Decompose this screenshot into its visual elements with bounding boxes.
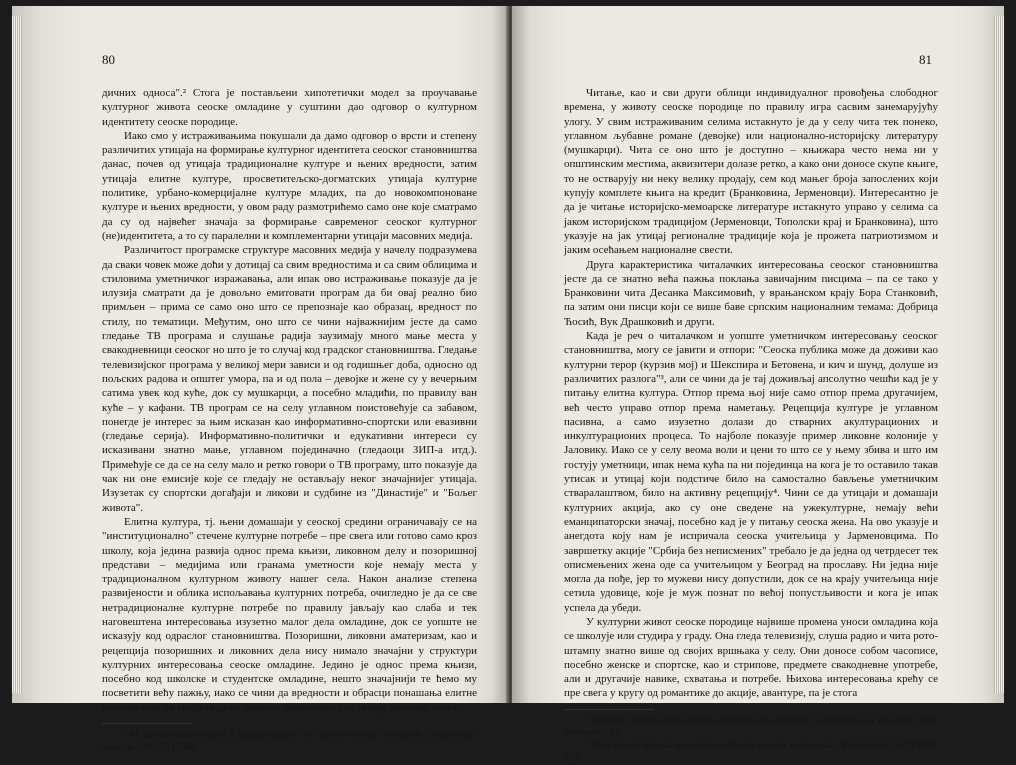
footnote-4: ⁴ Маја Корађ, Верски празници и обичаји младих из Јаловика, Култура бр. 78-79/1987, 153. xyxy=(564,740,938,764)
footnote-3: ³ Младен Стојанов, Нека питања културе села, реферат за саветовање у Врднику, 1985, умножено, 27. xyxy=(564,715,938,739)
footnote-rule xyxy=(102,723,192,724)
right-page-body xyxy=(564,86,938,765)
left-paragraph-1: дичних односа".² Стога је постављени хипотетички модел за проучавање културног живота сеоске омладине у суштини дао одговор о културном идентитету сеоске породице. xyxy=(102,87,477,128)
right-page xyxy=(512,6,1004,764)
right-footnotes xyxy=(564,709,938,765)
left-page-edge xyxy=(12,16,22,693)
footnote-2: ² М. Драгићевић-Шешић, Свакодневица и стил живота сеоске омладине, Социологија села, бр. 101/102 / 1988. xyxy=(102,730,477,753)
right-paragraph-4: У културни живот сеоске породице највише промена уноси омладина која се школује или студира у граду. Она гледа телевизију, слуша радио и чита рото-штампу знатно више од својих вршњака у селу. Они доносе собом часописе, посебно женске и спортске, као и стрипове, предмете свакодневне употребе, али и другачије навике, схватања и потребе. Њихова интересовања крећу се пре свега у кругу од романтике до акције, авантуре, па је стога xyxy=(564,615,938,700)
left-page-body xyxy=(102,86,477,754)
left-paragraph-4: Елитна култура, тј. њени домашаји у сеоској средини ограничавају се на "институционално" стечене културне потребе – пре свега или готово само кроз школу, која једина развија однос према књизи, ликовном делу и позоришној представи – медијима или гранама уметности које немају места у традиционалном културном животу нашег села. Након анализе степена развијености и облика испољавања културних потреба, очигледно је да се све нетрадиционалне културне потребе по правилу јављају као слаба и тек наговештена интересовања изузетно малог дела омладине, док се уопште не исказују код одраслог становништва. Позоришни, ликовни аматеризам, као и рецепција позоришних и ликовних дела нису нимало значајни у структури културних интересовања сеоске омладине. Једино је однос према књизи, посебно код школске и студентске омладине, нешто значајнији те ћемо му посветити већу пажњу, иако се чини да вредности и обрасци понашања елитне културе који би требало да се преносе преко школе не играју значајну улогу. xyxy=(102,515,477,714)
right-page-number: 81 xyxy=(919,52,932,67)
left-footnotes xyxy=(102,723,477,754)
left-paragraph-2: Иако смо у истраживањима покушали да дамо одговор о врсти и степену различитих утицаја на формирање културног идентитета сеоског становништва данас, почев од утицаја традиционалне културе и њених вредности, затим утицаја елитне културе, просветитељско-догматских утицаја културне политике, урбано-комерцијалне културе младих, па до новокомпоноване културе и њених вредности, у овом раду размотрићемо само оне које сматрамо да су од највећег значаја за формирање савременог сеоског културног (не)идентитета, а то су паралелни и комплементарни утицаји масовних медија. xyxy=(102,129,477,242)
left-paragraph-3: Различитост програмске структуре масовних медија у начелу подразумева да сваки човек може доћи у дотицај са свим вредностима и са свим облицима и стиловима уметничког изражавања, али ипак ово истраживање показује да је илузија сматрати да је довољно емитовати програм да би овај реално био примљен – прима се само оно што се препознаје као образац, вредност по стилу, по тематици. Међутим, оно што се чини најважнијим јесте да само гледање ТВ програма и слушање радија заузимају много мање места у свакодневници сеоског но што је то случај код градског становништва. Гледање телевизијског програма у великој мери зависи и од годишњег доба, односно од пољских радова и општег умора, па и од пола – девојке и жене су у вечерњим сатима увек код куће, док су мушкарци, а посебно младићи, по правилу ван куће – у кафани. ТВ програм се на селу углавном поистовећује са забавом, понегде је интерес за њим исказан као информативно-спортски или евазивни (гледање серија). Информативно-политички и едукативни интереси су исказивани знатно мање, углавном појединачно (гледаоци ЗИП-а итд.). Примећује се да се на селу мало и ретко говори о ТВ програму, што показује да чак ни оне емисије које се гледају не остављају неког значајнијег утицаја. Изузетак су спортски догађаји и ликови и судбине из "Династије" и "Бољег живота". xyxy=(102,244,477,514)
right-paragraph-3: Када је реч о читалачком и уопште уметничком интересовању сеоског становништва, могу се јавити и отпори: "Сеоска публика може да доживи као културни терор (курзив мој) и Шекспира и Бетовена, и кич и шунд, долуше из различитих разлога"³, али се чини да је тај доживљај апсолутно чешћи кад је у питању елитна култура. Отпор према њој није само отпор према другачијем, већ често управо отпор према наметању. Рецепција културе је углавном пасивна, а само изузетно долази до стварних акултурационих и инкултурационих процеса. То најболе показује пример ликовне колоније у Јаловику. Иако се у селу веома воли и цени то што се у њему збива и што им гостују уметници, ипак нема кућа па ни појединца на кога је то оставило такав утисак и утицај који подстиче било на самостално бављење уметничким стваралаштвом, било на активну рецепцију⁴. Чини се да утицаји и домашаји културних акција, ако су оне сведене на ужекултурне, немају већи еманципаторски значај, посебно кад је у питању сеоска жена. На ово указује и анегдота коју нам је испричала сеоска учитељица у Јарменовцима. По завршетку акције "Србија без неписмених" требало је да једна од четрдесет тек описмењених жена оде са учитељицом у Београд на прославу. Ни једна није могла да пође, јер то мужеви нису допустили, док се на крају учитељица није сетила удовице, које је муж познат по већој попустљивости и кога је ипак успела да убеди. xyxy=(564,330,938,614)
left-page-number: 80 xyxy=(102,52,115,67)
right-paragraph-1: Читање, као и сви други облици индивидуалног провођења слободног времена, у животу сеоске породице по правилу игра сасвим занемарујућу улогу. У свим истраживаним селима истакнуто је да у селу чита тек понеко, углавном љубавне романе (девојке) или национално-историјску литературу (мушкарци). Чита се оно што је доступно – књижара често нема ни у општинским местима, аквизитери долазе ретко, а како они доносе скупе књиге, то не остварују ни неку велику продају, сем код мањег броја запослених који купују комплете књига на кредит (Бранковина, Јерменовци). Интересантно је да је читање историјско-мемоарске литературе истакнуто управо у селима са јаком историјском традицијом (Јерменовци, Тополски крај и Бранковина), што указује на јак утицај регионалне традиције која је прожета патриотизмом и јаким осећањем националне свести. xyxy=(564,87,938,257)
left-page xyxy=(12,6,509,753)
footnote-rule xyxy=(564,709,654,710)
right-paragraph-2: Друга карактеристика читалачких интересовања сеоског становништва јесте да се знатно већа пажња поклања завичајним писцима – па се тако у Бранковини чита Десанка Максимовић, у врањанском крају Бора Станковић, па затим они писци који се више баве српским националним темама: Добрица Ћосић, Вук Драшковић и други. xyxy=(564,258,938,328)
right-page-edge xyxy=(994,16,1004,693)
